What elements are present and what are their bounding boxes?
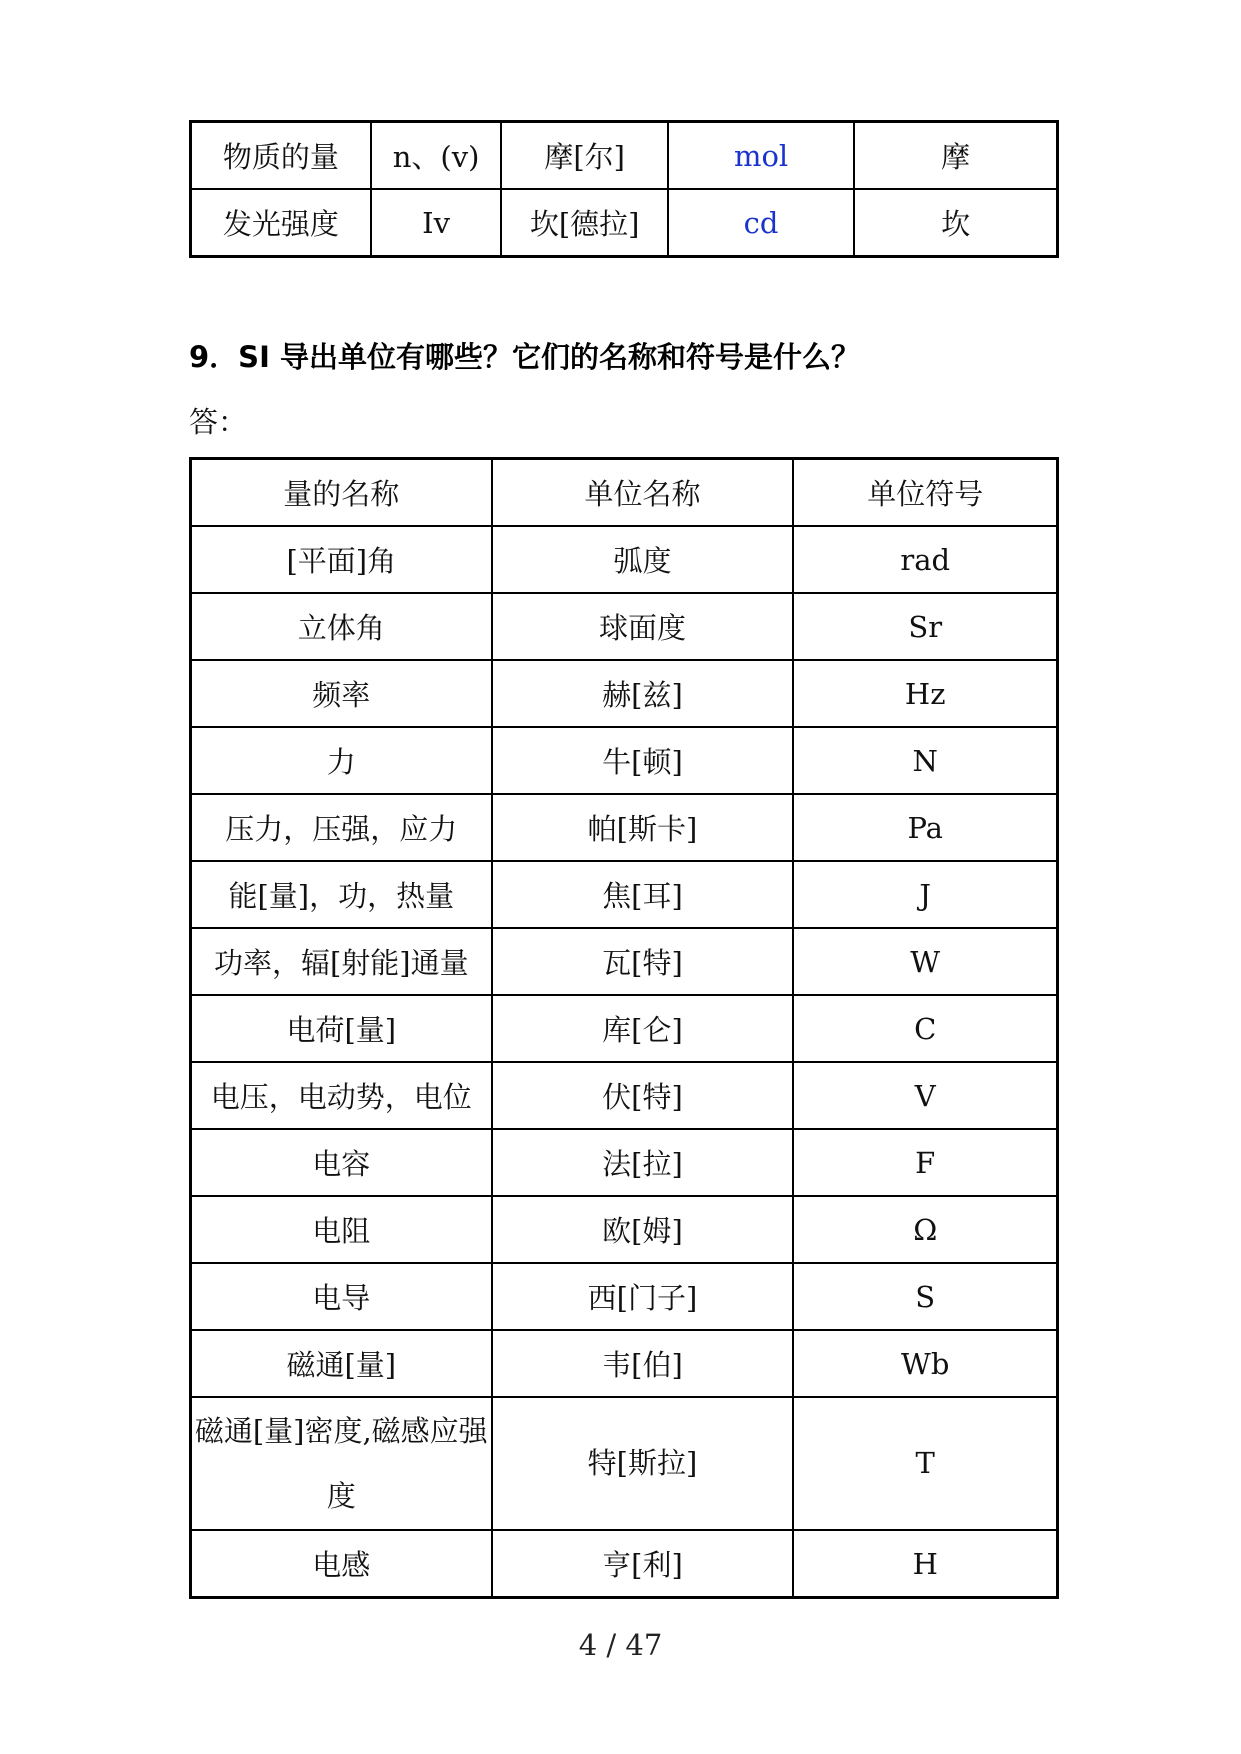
table-row	[191, 1196, 1058, 1263]
unit-name-cell: 法[拉]	[492, 1129, 794, 1196]
unit-symbol-cell: Hz	[793, 660, 1057, 727]
unit-symbol-cell: rad	[793, 526, 1057, 593]
unit-symbol-cell: W	[793, 928, 1057, 995]
quantity-name-cell: 功率，辐[射能]通量	[191, 928, 492, 995]
unit-symbol-cell: H	[793, 1530, 1057, 1598]
unit-name-cell: 弧度	[492, 526, 794, 593]
unit-name-cell: 摩[尔]	[501, 122, 667, 190]
unit-symbol-cell: J	[793, 861, 1057, 928]
unit-symbol-cell: Wb	[793, 1330, 1057, 1397]
table-row	[191, 526, 1058, 593]
quantity-name-cell: 电感	[191, 1530, 492, 1598]
quantity-name-cell: 电导	[191, 1263, 492, 1330]
table-row	[191, 122, 1058, 190]
unit-name-cell: 特[斯拉]	[492, 1397, 794, 1530]
table-row	[191, 995, 1058, 1062]
unit-name-cell: 牛[顿]	[492, 727, 794, 794]
unit-symbol-cell: T	[793, 1397, 1057, 1530]
unit-symbol-cell: Pa	[793, 794, 1057, 861]
table-row	[191, 1330, 1058, 1397]
table-row	[191, 1530, 1058, 1598]
unit-name-cell: 亨[利]	[492, 1530, 794, 1598]
unit-short-cell: 坎	[854, 189, 1057, 257]
table-row	[191, 1129, 1058, 1196]
unit-name-cell: 西[门子]	[492, 1263, 794, 1330]
unit-symbol-cell: Sr	[793, 593, 1057, 660]
unit-name-cell: 韦[伯]	[492, 1330, 794, 1397]
table-header-row	[191, 459, 1058, 527]
table-row	[191, 593, 1058, 660]
quantity-name-cell: 能[量]，功，热量	[191, 861, 492, 928]
base-units-table-continued	[189, 120, 1059, 258]
unit-short-cell: 摩	[854, 122, 1057, 190]
table-row	[191, 1263, 1058, 1330]
unit-symbol-cell: N	[793, 727, 1057, 794]
unit-name-cell: 球面度	[492, 593, 794, 660]
table-row	[191, 794, 1058, 861]
unit-name-cell: 欧[姆]	[492, 1196, 794, 1263]
table-row	[191, 928, 1058, 995]
quantity-name-cell: 电容	[191, 1129, 492, 1196]
quantity-name-cell: 力	[191, 727, 492, 794]
page-number: 4 / 47	[578, 1628, 663, 1662]
quantity-name-cell: 磁通[量]	[191, 1330, 492, 1397]
quantity-symbol-cell: n、(v)	[371, 122, 502, 190]
unit-name-cell: 帕[斯卡]	[492, 794, 794, 861]
answer-label: 答：	[189, 405, 248, 439]
table-row	[191, 189, 1058, 257]
quantity-name-cell: 频率	[191, 660, 492, 727]
table-row	[191, 1397, 1058, 1530]
derived-units-table	[189, 457, 1059, 1599]
quantity-cell: 物质的量	[191, 122, 371, 190]
table-row	[191, 660, 1058, 727]
unit-name-cell: 伏[特]	[492, 1062, 794, 1129]
unit-name-cell: 库[仑]	[492, 995, 794, 1062]
quantity-name-cell: 压力，压强，应力	[191, 794, 492, 861]
unit-name-cell: 焦[耳]	[492, 861, 794, 928]
unit-symbol-cell: F	[793, 1129, 1057, 1196]
header-unit-symbol: 单位符号	[793, 459, 1057, 527]
unit-symbol-cell: S	[793, 1263, 1057, 1330]
quantity-cell: 发光强度	[191, 189, 371, 257]
quantity-name-cell: 磁通[量]密度,磁感应强度	[191, 1397, 492, 1530]
quantity-symbol-cell: Iv	[371, 189, 502, 257]
header-quantity-name: 量的名称	[191, 459, 492, 527]
unit-symbol-cell: cd	[668, 189, 854, 257]
header-unit-name: 单位名称	[492, 459, 794, 527]
unit-symbol-cell: V	[793, 1062, 1057, 1129]
unit-name-cell: 坎[德拉]	[501, 189, 667, 257]
question-heading: 9．SI 导出单位有哪些？它们的名称和符号是什么？	[189, 340, 860, 374]
unit-name-cell: 瓦[特]	[492, 928, 794, 995]
unit-symbol-cell: mol	[668, 122, 854, 190]
quantity-name-cell: 电荷[量]	[191, 995, 492, 1062]
quantity-name-cell: 电压，电动势，电位	[191, 1062, 492, 1129]
unit-symbol-cell: C	[793, 995, 1057, 1062]
quantity-name-cell: 立体角	[191, 593, 492, 660]
quantity-name-cell: 电阻	[191, 1196, 492, 1263]
table-row	[191, 861, 1058, 928]
table-row	[191, 727, 1058, 794]
table-row	[191, 1062, 1058, 1129]
quantity-name-cell: [平面]角	[191, 526, 492, 593]
unit-name-cell: 赫[兹]	[492, 660, 794, 727]
unit-symbol-cell: Ω	[793, 1196, 1057, 1263]
